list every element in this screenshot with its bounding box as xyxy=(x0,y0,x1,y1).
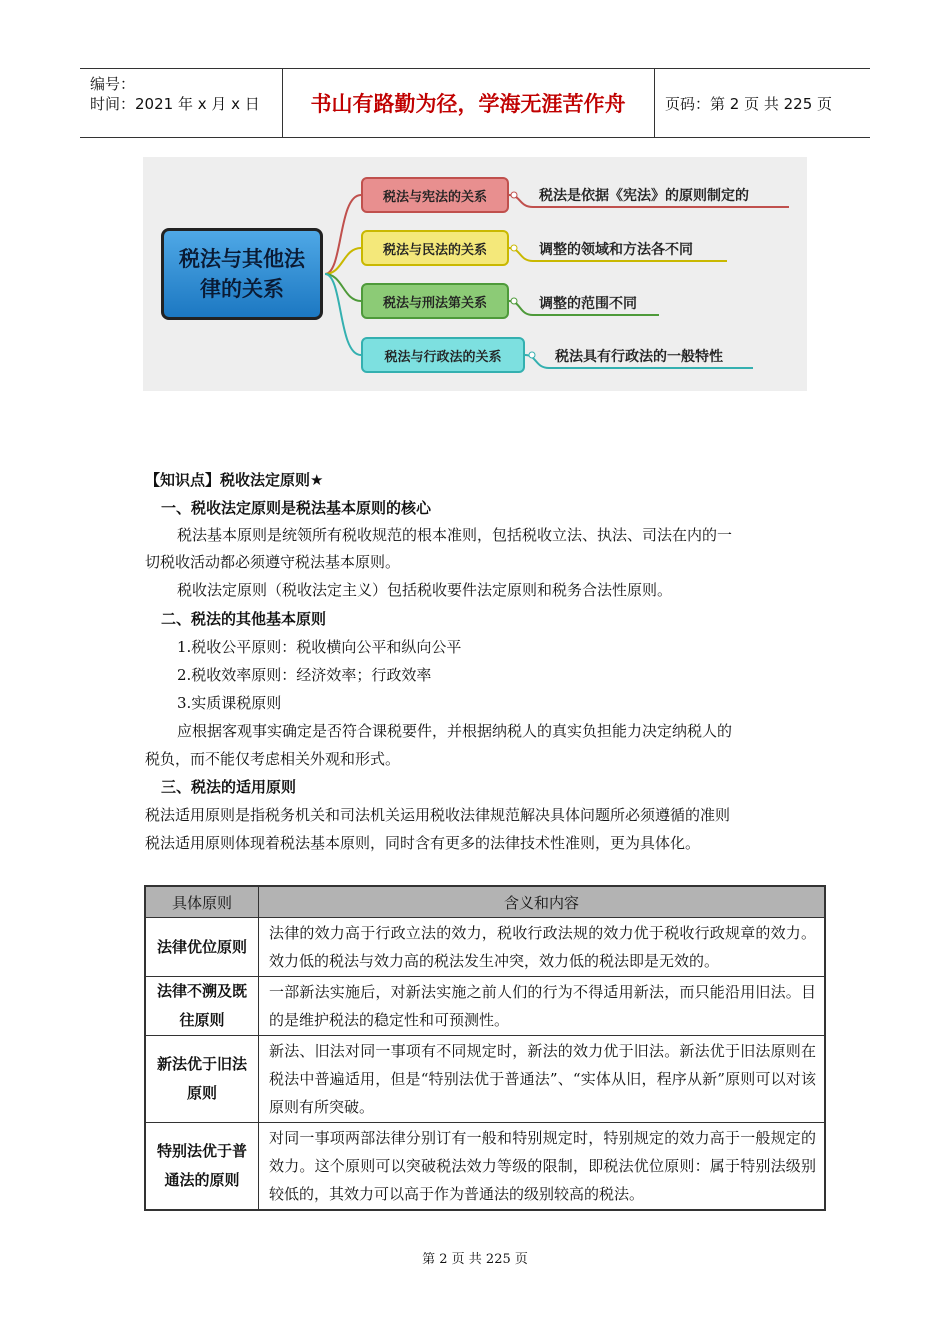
section-2-paragraph-line: 应根据客观事实确定是否符合课税要件，并根据纳税人的真实负担能力决定纳税人的 xyxy=(177,722,733,740)
number-label: 编号： xyxy=(90,75,136,93)
principle-name: 特别法优于普通法的原则 xyxy=(145,1123,259,1211)
header-page-info: 页码：第 2 页 共 225 页 xyxy=(665,94,833,113)
table-row xyxy=(145,1036,825,1123)
section-1-paragraph-line: 切税收活动都必须遵守税法基本原则。 xyxy=(145,553,401,571)
mindmap-branch-administrative-law: 税法与行政法的关系 xyxy=(361,337,525,373)
principle-description: 一部新法实施后，对新法实施之前人们的行为不得适用新法，而只能沿用旧法。目的是维护税法的稳定性和可预测性。 xyxy=(259,977,826,1036)
section-3-paragraph-line: 税法适用原则体现着税法基本原则，同时含有更多的法律技术性准则，更为具体化。 xyxy=(145,834,701,852)
mindmap-leaf-administrative-law: 税法具有行政法的一般特性 xyxy=(555,349,723,365)
column-header: 含义和内容 xyxy=(259,886,826,918)
mindmap-leaf-criminal-law: 调整的范围不同 xyxy=(539,296,637,312)
principle-name: 法律不溯及既往原则 xyxy=(145,977,259,1036)
knowledge-point-title: 【知识点】税收法定原则★ xyxy=(145,471,324,489)
section-3-paragraph-line: 税法适用原则是指税务机关和司法机关运用税收法律规范解决具体问题所必须遵循的准则 xyxy=(145,806,731,824)
table-header-row xyxy=(145,886,825,918)
header-meta xyxy=(80,69,283,137)
list-item: 3.实质课税原则 xyxy=(177,694,282,712)
page-footer: 第 2 页 共 225 页 xyxy=(422,1252,528,1267)
mindmap-branch-criminal-law: 税法与刑法第关系 xyxy=(361,283,509,319)
mindmap-leaf-constitution: 税法是依据《宪法》的原则制定的 xyxy=(539,188,749,204)
list-item: 2.税收效率原则：经济效率；行政效率 xyxy=(177,666,432,684)
mindmap-branch-constitution: 税法与宪法的关系 xyxy=(361,177,509,213)
list-item: 1.税收公平原则：税收横向公平和纵向公平 xyxy=(177,638,462,656)
section-2-paragraph-line: 税负，而不能仅考虑相关外观和形式。 xyxy=(145,750,401,768)
header-motto: 书山有路勤为径，学海无涯苦作舟 xyxy=(282,69,655,137)
table-row xyxy=(145,1123,825,1211)
principle-name: 法律优位原则 xyxy=(145,918,259,977)
table-row xyxy=(145,918,825,977)
section-2-heading: 二、税法的其他基本原则 xyxy=(161,610,327,628)
section-3-heading: 三、税法的适用原则 xyxy=(161,778,297,796)
principle-description: 法律的效力高于行政立法的效力，税收行政法规的效力优于税收行政规章的效力。效力低的税法与效力高的税法发生冲突，效力低的税法即是无效的。 xyxy=(259,918,826,977)
principles-table xyxy=(144,885,826,1211)
section-1-paragraph: 税收法定原则（税收法定主义）包括税收要件法定原则和税务合法性原则。 xyxy=(177,581,673,599)
section-1-heading: 一、税收法定原则是税法基本原则的核心 xyxy=(161,499,432,517)
mindmap-branch-civil-law: 税法与民法的关系 xyxy=(361,230,509,266)
mindmap-leaf-civil-law: 调整的领域和方法各不同 xyxy=(539,242,693,258)
time-label: 时间：2021 年 x 月 x 日 xyxy=(90,95,260,113)
section-1-paragraph-line: 税法基本原则是统领所有税收规范的根本准则，包括税收立法、执法、司法在内的一 xyxy=(177,526,733,544)
mindmap-figure xyxy=(143,157,807,391)
mindmap-center-node: 税法与其他法律的关系 xyxy=(161,228,323,320)
principle-description: 新法、旧法对同一事项有不同规定时，新法的效力优于旧法。新法优于旧法原则在税法中普遍适用，但是“特别法优于普通法”、“实体从旧，程序从新”原则可以对该原则有所突破。 xyxy=(259,1036,826,1123)
table-row xyxy=(145,977,825,1036)
column-header: 具体原则 xyxy=(145,886,259,918)
principle-description: 对同一事项两部法律分别订有一般和特别规定时，特别规定的效力高于一般规定的效力。这个原则可以突破税法效力等级的限制，即税法优位原则：属于特别法级别较低的，其效力可以高于作为普通法的级别较高的税法。 xyxy=(259,1123,826,1211)
page-header xyxy=(80,68,870,138)
principle-name: 新法优于旧法原则 xyxy=(145,1036,259,1123)
